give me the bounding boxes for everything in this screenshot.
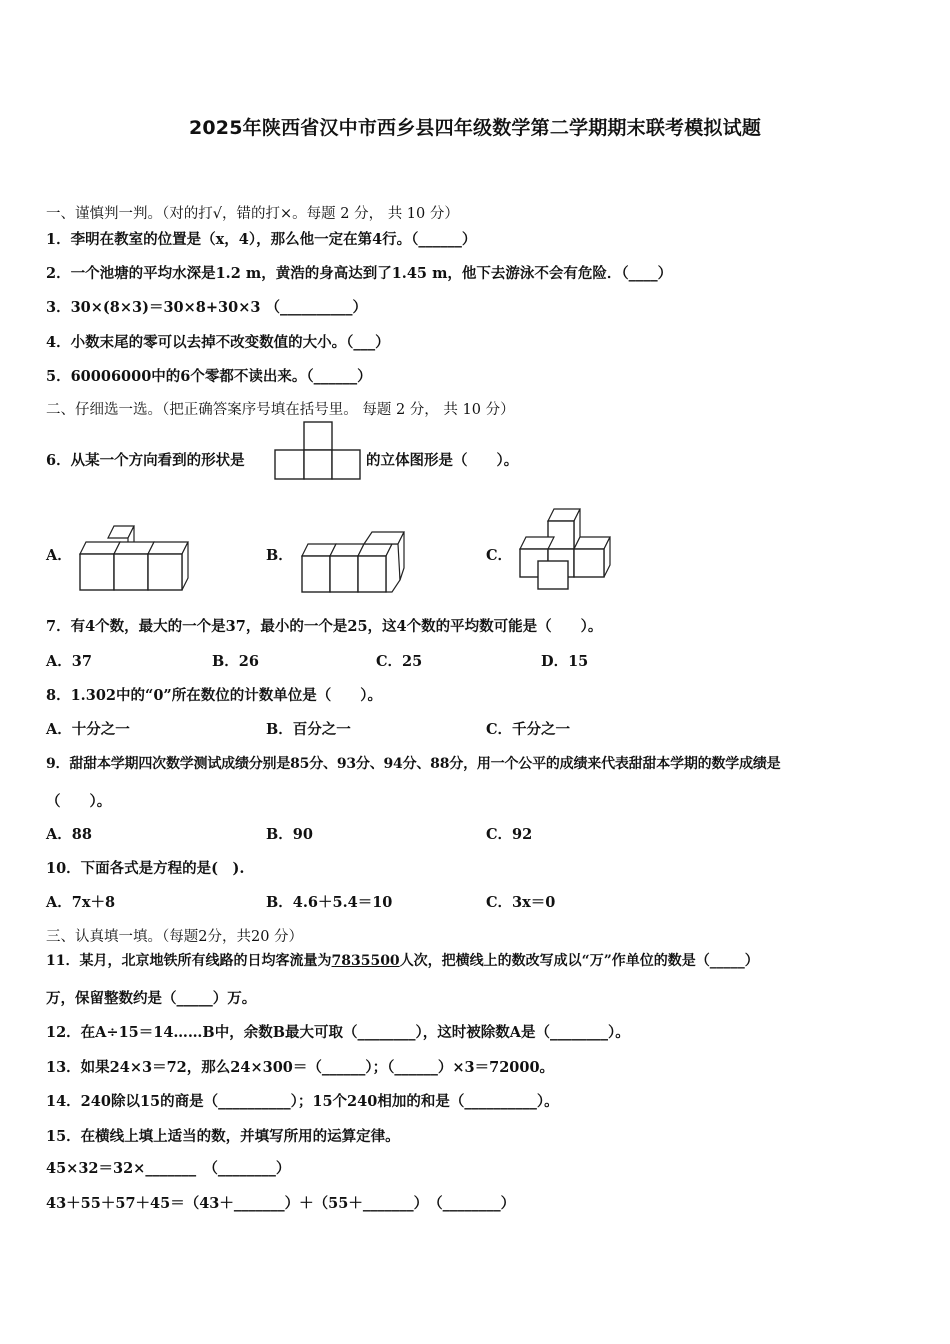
- q6-option-a-label: A．: [46, 547, 72, 564]
- q6-option-c-right-cube: [574, 537, 610, 577]
- question-11-line-2: 万，保留整数约是（_____）万。: [46, 990, 257, 1007]
- q6-option-a-cubes: [78, 522, 186, 594]
- q6-option-b-cube-3: [358, 544, 400, 592]
- q10-option-c: C．3x＝0: [486, 894, 556, 911]
- q6-option-b-label: B．: [266, 547, 293, 564]
- q6-front-view-figure: [274, 421, 362, 481]
- question-9-line-1: 9．甜甜本学期四次数学测试成绩分别是85分、93分、94分、88分，用一个公平的成绩来代表甜甜本学期的数学成绩是: [46, 756, 781, 772]
- question-6-text-before: 6．从某一个方向看到的形状是: [46, 452, 245, 469]
- page-title: 2025年陕西省汉中市西乡县四年级数学第二学期期末联考模拟试题: [188, 117, 762, 139]
- q6-view-square-left: [275, 450, 304, 479]
- section-3-heading: 三、认真填一填。（每题2分，共20 分）: [46, 929, 304, 945]
- question-1: 1．李明在教室的位置是（x，4），那么他一定在第4行。（______）: [46, 231, 477, 248]
- question-15-part-a: 45×32＝32×_______ （________）: [46, 1160, 291, 1177]
- q6-option-a-cube-3: [148, 542, 188, 590]
- question-5: 5．60006000中的6个零都不读出来。（______）: [46, 368, 372, 385]
- q11-text-after: 人次，把横线上的数改写成以“万”作单位的数是（_____）: [399, 953, 759, 969]
- q7-option-b: B．26: [212, 653, 259, 670]
- q8-option-b: B．百分之一: [266, 721, 351, 738]
- question-14: 14．240除以15的商是（__________）；15个240相加的和是（__________）。: [46, 1093, 559, 1110]
- q10-option-a: A．7x＋8: [46, 894, 116, 911]
- q10-option-b: B．4.6＋5.4＝10: [266, 894, 393, 911]
- question-11-line-1: [46, 950, 759, 970]
- q6-option-c-top-cube: [548, 509, 580, 549]
- q11-underlined-number: 7835500: [331, 953, 400, 969]
- q6-view-square-right: [332, 450, 360, 479]
- q6-option-c-cubes: [518, 505, 614, 591]
- q7-option-d: D．15: [541, 653, 589, 670]
- q7-option-a: A．37: [46, 653, 92, 670]
- q9-option-c: C．92: [486, 826, 533, 843]
- question-10: 10．下面各式是方程的是( ).: [46, 860, 245, 877]
- section-1-heading: 一、谨慎判一判。（对的打√，错的打×。每题 2 分， 共 10 分）: [46, 206, 459, 222]
- question-9-line-2: （ ）。: [46, 793, 112, 810]
- q9-option-a: A．88: [46, 826, 92, 843]
- q6-view-square-middle: [304, 450, 332, 479]
- q6-option-b-back-top: [364, 532, 404, 544]
- question-4: 4．小数末尾的零可以去掉不改变数值的大小。（___）: [46, 334, 390, 351]
- question-8: 8．1.302中的“0”所在数位的计数单位是（ ）。: [46, 687, 383, 704]
- question-15: 15．在横线上填上适当的数，并填写所用的运算定律。: [46, 1128, 400, 1145]
- section-2-heading: 二、仔细选一选。（把正确答案序号填在括号里。 每题 2 分， 共 10 分）: [46, 402, 515, 418]
- q6-option-c-front-cube: [538, 561, 568, 589]
- q7-option-c: C．25: [376, 653, 423, 670]
- q8-option-a: A．十分之一: [46, 721, 130, 738]
- q9-option-b: B．90: [266, 826, 313, 843]
- question-15-part-b: 43＋55＋57＋45＝（43＋_______）＋（55＋_______） （________）: [46, 1195, 516, 1212]
- question-3: 3．30×(8×3)＝30×8+30×3 （__________）: [46, 299, 367, 316]
- q6-view-square-top: [304, 422, 332, 450]
- question-6-text-after: 的立体图形是（ ）。: [366, 452, 519, 469]
- q6-option-b-cubes: [300, 536, 408, 596]
- question-2: 2．一个池塘的平均水深是1.2 m，黄浩的身高达到了1.45 m，他下去游泳不会有危险．（____）: [46, 265, 673, 282]
- question-12: 12．在A÷15＝14……B中，余数B最大可取（________），这时被除数A是（________）。: [46, 1024, 630, 1041]
- q11-text-before: 11．某月，北京地铁所有线路的日均客流量为: [46, 953, 332, 969]
- q6-option-c-label: C．: [486, 547, 513, 564]
- q8-option-c: C．千分之一: [486, 721, 571, 738]
- question-7: 7．有4个数，最大的一个是37，最小的一个是25，这4个数的平均数可能是（ ）。: [46, 618, 603, 635]
- question-13: 13．如果24×3＝72，那么24×300＝（______）；（______）×3＝72000。: [46, 1059, 555, 1076]
